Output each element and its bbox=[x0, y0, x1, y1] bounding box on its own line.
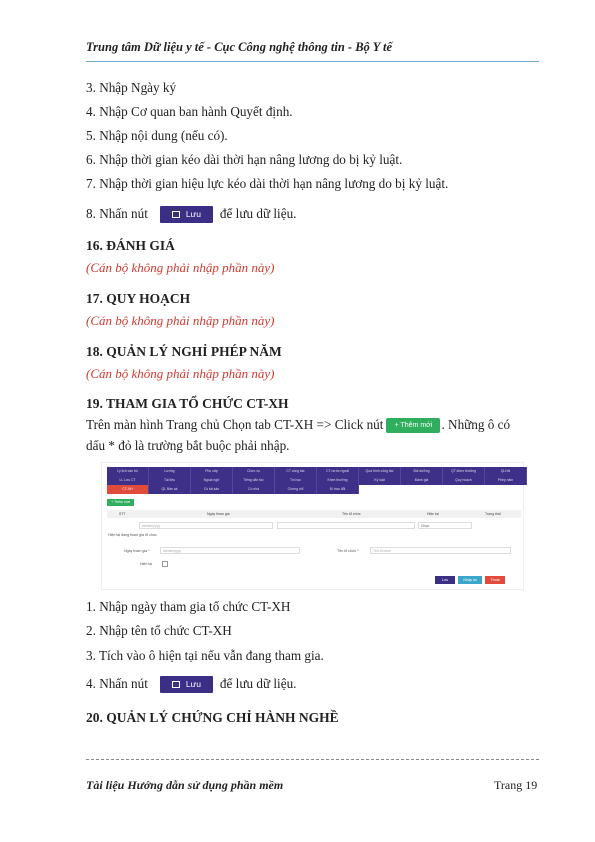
intro-text-b: . Những ô có bbox=[441, 417, 511, 432]
ctxh-screenshot bbox=[101, 462, 524, 590]
tab[interactable]: LL Lưu CT bbox=[107, 476, 149, 485]
step-8 bbox=[86, 206, 296, 223]
save-button[interactable] bbox=[160, 206, 213, 223]
mini-reset-button[interactable]: Nhập lại bbox=[458, 576, 482, 584]
floppy-icon bbox=[172, 211, 180, 218]
tab-row-1 bbox=[107, 467, 527, 476]
tab[interactable]: Bồi dưỡng bbox=[401, 467, 443, 476]
section-19-intro bbox=[86, 414, 541, 456]
step-5: 5. Nhập nội dung (nếu có). bbox=[86, 128, 228, 143]
tab-ctxh[interactable]: CT-XH bbox=[107, 485, 149, 494]
tab[interactable]: Lý lịch cán bộ bbox=[107, 467, 149, 476]
page-number: Trang 19 bbox=[494, 778, 538, 792]
footer-rule bbox=[86, 759, 539, 760]
current-checkbox[interactable] bbox=[162, 561, 168, 567]
tab[interactable]: Lương bbox=[149, 467, 191, 476]
tab[interactable]: QL Bản xá bbox=[149, 485, 191, 494]
col-org: Tên tổ chức bbox=[342, 512, 361, 516]
col-status: Trạng thái bbox=[485, 512, 501, 516]
tab[interactable]: Tiếng dân tộc bbox=[233, 476, 275, 485]
footer-doc-title: Tài liệu Hướng dẫn sử dụng phần mềm bbox=[86, 778, 284, 792]
intro-text-c: dấu * đỏ là trường bắt buộc phải nhập. bbox=[86, 438, 290, 453]
tab[interactable]: QLNN bbox=[485, 467, 527, 476]
save-button-label: Lưu bbox=[185, 209, 201, 220]
grid-header bbox=[107, 510, 521, 518]
date-filter-input[interactable]: dd/mm/yyyy bbox=[139, 522, 273, 529]
tab[interactable]: Kỷ luật bbox=[359, 476, 401, 485]
header-rule bbox=[86, 61, 539, 62]
mini-add-button[interactable]: + Thêm mới bbox=[107, 499, 134, 506]
step-b4-suffix: để lưu dữ liệu. bbox=[219, 676, 297, 691]
date-input[interactable]: dd/mm/yyyy bbox=[160, 547, 300, 554]
tab[interactable]: Khen thưởng bbox=[317, 476, 359, 485]
tab[interactable]: Chức vụ bbox=[233, 467, 275, 476]
col-stt: STT bbox=[119, 512, 126, 516]
label-current: Hiện tại bbox=[140, 562, 153, 566]
label-org: Tên tổ chức * bbox=[337, 549, 359, 553]
floppy-icon bbox=[172, 681, 180, 688]
section-17-title: 17. QUY HOẠCH bbox=[86, 291, 191, 306]
step-8-suffix: để lưu dữ liệu. bbox=[219, 206, 297, 221]
section-20-title: 20. QUẢN LÝ CHỨNG CHỈ HÀNH NGHỀ bbox=[86, 710, 339, 725]
tab[interactable]: CT nước ngoài bbox=[317, 467, 359, 476]
tab[interactable]: Đánh giá bbox=[401, 476, 443, 485]
section-16-note: (Cán bộ không phải nhập phần này) bbox=[86, 260, 275, 275]
org-input[interactable]: Tên tổ chức bbox=[370, 547, 511, 554]
step-b4-prefix: 4. Nhấn nút bbox=[86, 676, 148, 691]
tab[interactable]: Đi trao đổi bbox=[317, 485, 359, 494]
save-button-label: Lưu bbox=[185, 679, 201, 690]
document-header: Trung tâm Dữ liệu y tế - Cục Công nghệ thông tin - Bộ Y tế bbox=[86, 40, 393, 54]
org-filter-input[interactable] bbox=[277, 522, 415, 529]
mini-exit-button[interactable]: Thoát bbox=[485, 576, 505, 584]
tab[interactable]: Chứng chỉ bbox=[275, 485, 317, 494]
add-new-button[interactable]: + Thêm mới bbox=[386, 418, 440, 433]
section-19-title: 19. THAM GIA TỔ CHỨC CT-XH bbox=[86, 396, 289, 411]
tab[interactable]: Có nhà bbox=[233, 485, 275, 494]
tab[interactable]: Ngoại ngữ bbox=[191, 476, 233, 485]
step-b1: 1. Nhập ngày tham gia tổ chức CT-XH bbox=[86, 599, 291, 614]
step-b3: 3. Tích vào ô hiện tại nếu vẫn đang tham gia. bbox=[86, 648, 324, 663]
col-date: Ngày tham gia bbox=[207, 512, 230, 516]
section-16-title: 16. ĐÁNH GIÁ bbox=[86, 238, 175, 253]
mini-save-button[interactable]: Lưu bbox=[435, 576, 455, 584]
step-6: 6. Nhập thời gian kéo dài thời hạn nâng lương do bị kỷ luật. bbox=[86, 152, 403, 167]
step-4: 4. Nhập Cơ quan ban hành Quyết định. bbox=[86, 104, 293, 119]
tab[interactable]: Có tài sản bbox=[191, 485, 233, 494]
step-b4 bbox=[86, 676, 296, 693]
tab[interactable]: Tài liệu bbox=[149, 476, 191, 485]
form-note: Hiện tại đang tham gia tổ chức bbox=[108, 533, 157, 537]
tab[interactable]: Tin học bbox=[275, 476, 317, 485]
step-8-prefix: 8. Nhấn nút bbox=[86, 206, 148, 221]
add-new-label: Thêm mới bbox=[400, 422, 433, 430]
current-select[interactable]: Chọn bbox=[418, 522, 472, 529]
save-button[interactable] bbox=[160, 676, 213, 693]
tab-row-3 bbox=[107, 485, 359, 494]
col-current: Hiện tại bbox=[427, 512, 439, 516]
section-18-note: (Cán bộ không phải nhập phần này) bbox=[86, 366, 275, 381]
tab-row-2 bbox=[107, 476, 527, 485]
tab[interactable]: Phụ cấp bbox=[191, 467, 233, 476]
step-b2: 2. Nhập tên tổ chức CT-XH bbox=[86, 623, 232, 638]
tab[interactable]: CT công tác bbox=[275, 467, 317, 476]
step-3: 3. Nhập Ngày ký bbox=[86, 80, 177, 95]
intro-text-a: Trên màn hình Trang chủ Chọn tab CT-XH => Click nút bbox=[86, 417, 384, 432]
section-18-title: 18. QUẢN LÝ NGHỈ PHÉP NĂM bbox=[86, 344, 282, 359]
section-17-note: (Cán bộ không phải nhập phần này) bbox=[86, 313, 275, 328]
tab[interactable]: Phép năm bbox=[485, 476, 527, 485]
tab[interactable]: Quá trình công tác bbox=[359, 467, 401, 476]
grid-filter-row bbox=[107, 520, 521, 531]
tab[interactable]: QT khen thưởng bbox=[443, 467, 485, 476]
step-7: 7. Nhập thời gian hiệu lực kéo dài thời hạn nâng lương do bị kỷ luật. bbox=[86, 176, 449, 191]
tab[interactable]: Quy hoạch bbox=[443, 476, 485, 485]
label-date: Ngày tham gia * bbox=[124, 549, 150, 553]
